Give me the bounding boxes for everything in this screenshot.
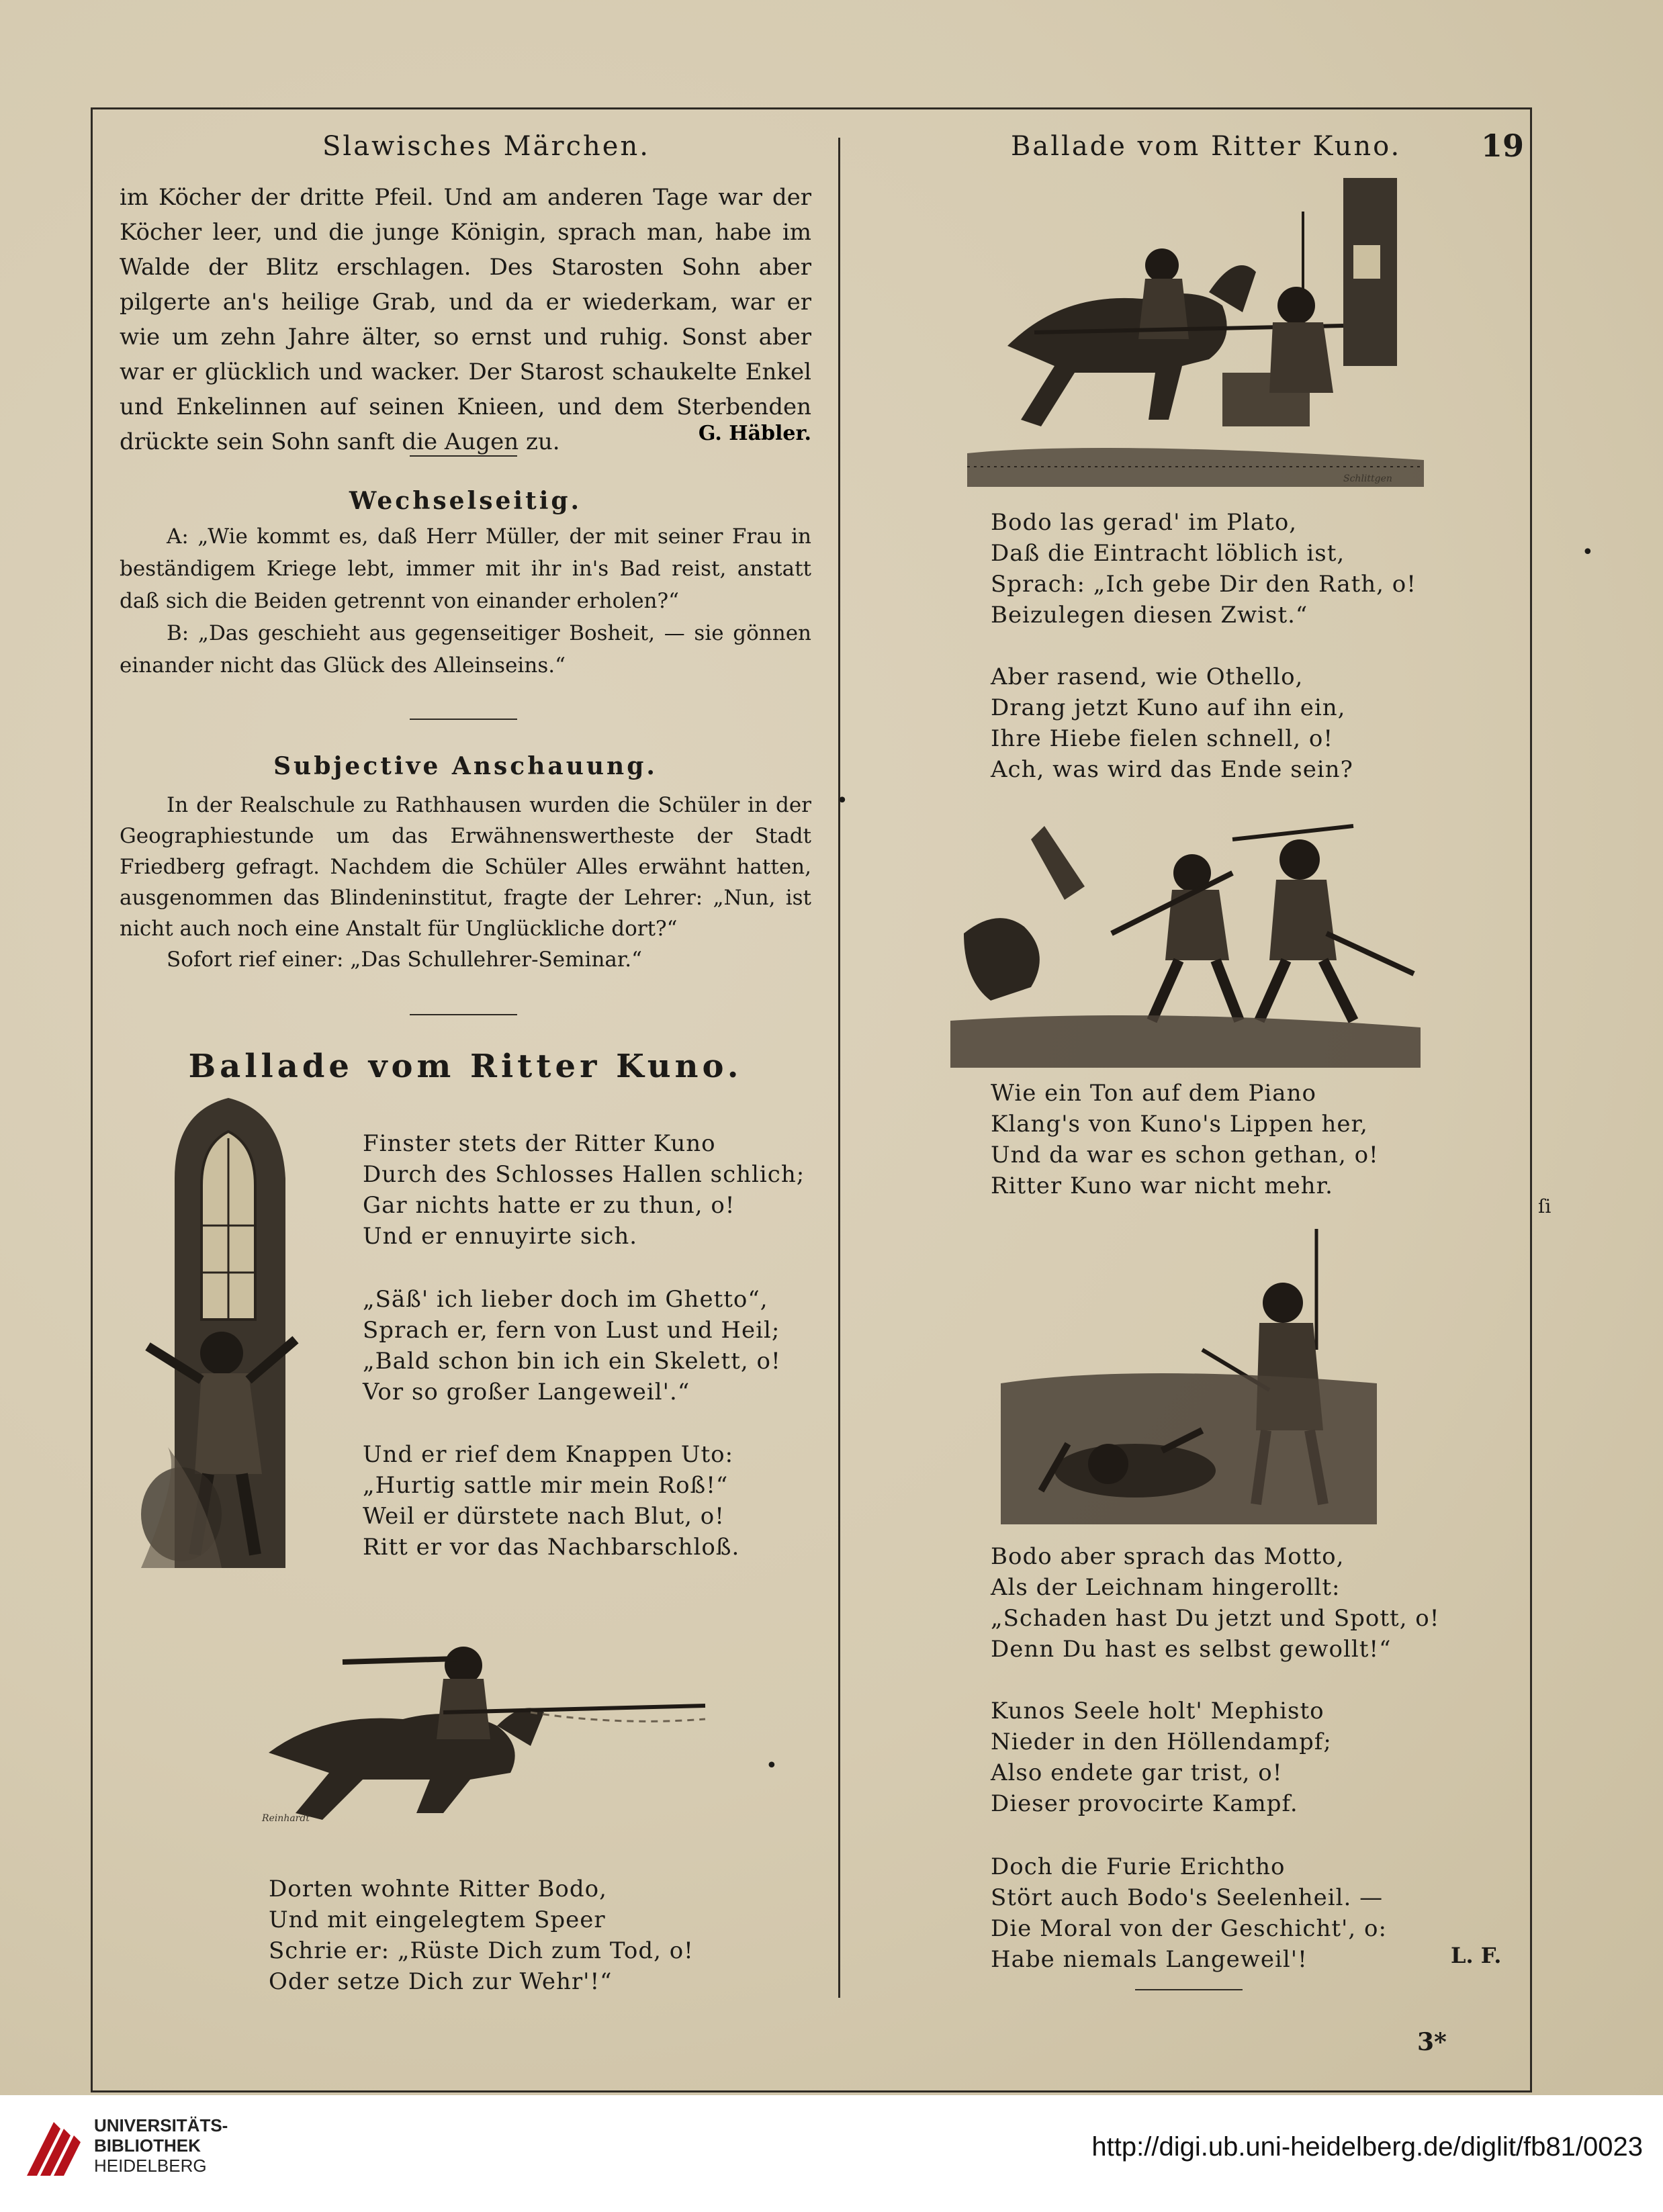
stanza-1	[363, 1128, 805, 1252]
verse-line: Dorten wohnte Ritter Bodo,	[269, 1876, 607, 1902]
verse-line: Und er ennuyirte sich.	[363, 1223, 638, 1250]
maerchen-ending	[120, 180, 811, 459]
stanza-10	[991, 1851, 1387, 1975]
library-logo-icon[interactable]	[20, 2109, 87, 2189]
dialog-b: B: „Das geschieht aus gegenseitiger Bosheit, — sie gönnen einander nicht das Glück des Alleinseins.“	[120, 621, 811, 678]
verse-line: Vor so großer Langeweil'.“	[363, 1379, 690, 1405]
verse-line: Denn Du hast es selbst gewollt!“	[991, 1636, 1392, 1663]
verse-line: „Bald schon bin ich ein Skelett, o!	[363, 1348, 781, 1375]
verse-line: Dieser provocirte Kampf.	[991, 1790, 1298, 1817]
verse-line: Ach, was wird das Ende sein?	[991, 756, 1353, 783]
stanza-7	[991, 1078, 1379, 1201]
verse-line: Also endete gar trist, o!	[991, 1759, 1283, 1786]
anschauung-title: Subjective Anschauung.	[273, 752, 658, 780]
illustrator-signature: Schlittgen	[1343, 473, 1392, 484]
stanza-9	[991, 1696, 1332, 1819]
verse-line: Sprach er, fern von Lust und Heil;	[363, 1317, 780, 1344]
verse-line: „Hurtig sattle mir mein Roß!“	[363, 1472, 729, 1499]
verse-line: Sprach: „Ich gebe Dir den Rath, o!	[991, 571, 1417, 598]
stanza-8	[991, 1541, 1439, 1665]
verse-line: Aber rasend, wie Othello,	[991, 663, 1304, 690]
library-name-line: HEIDELBERG	[94, 2156, 207, 2176]
stanza-4	[269, 1874, 694, 1997]
stray-mark: •	[836, 789, 848, 813]
verse-line: „Säß' ich lieber doch im Ghetto“,	[363, 1286, 768, 1313]
verse-line: Bodo aber sprach das Motto,	[991, 1543, 1345, 1570]
illustrator-signature: Reinhardt	[262, 1813, 310, 1824]
anschauung-punchline: Sofort rief einer: „Das Schullehrer-Seminar.“	[167, 948, 643, 972]
verse-line: Drang jetzt Kuno auf ihn ein,	[991, 694, 1346, 721]
illustration-bodo-victory	[1001, 1229, 1377, 1538]
ballade-title: Ballade vom Ritter Kuno.	[188, 1048, 743, 1085]
verse-line: Die Moral von der Geschicht', o:	[991, 1915, 1387, 1942]
stanza-6	[991, 661, 1353, 785]
wechselseitig-title: Wechselseitig.	[349, 487, 582, 515]
verse-line: Schrie er: „Rüste Dich zum Tod, o!	[269, 1937, 694, 1964]
verse-line: Ritt er vor das Nachbarschloß.	[363, 1534, 740, 1561]
separator-rule	[410, 719, 517, 720]
verse-line: Doch die Furie Erichtho	[991, 1853, 1286, 1880]
verse-line: Oder setze Dich zur Wehr'!“	[269, 1968, 613, 1995]
verse-line: Daß die Eintracht löblich ist,	[991, 540, 1345, 567]
illustration-sword-fight	[950, 799, 1421, 1068]
left-running-head: Slawisches Märchen.	[322, 131, 650, 162]
stanza-2	[363, 1284, 781, 1408]
separator-rule	[410, 455, 517, 457]
verse-line: Ihre Hiebe fielen schnell, o!	[991, 725, 1334, 752]
source-url-link[interactable]: http://digi.ub.uni-heidelberg.de/diglit/fb81/0023	[1091, 2132, 1643, 2162]
verse-line: Klang's von Kuno's Lippen her,	[991, 1111, 1368, 1138]
library-name-line: BIBLIOTHEK	[94, 2135, 201, 2156]
verse-line: Finster stets der Ritter Kuno	[363, 1130, 716, 1157]
verse-line: Bodo las gerad' im Plato,	[991, 509, 1298, 536]
illustration-joust-at-tower	[967, 171, 1424, 487]
page-number: 19	[1481, 128, 1525, 164]
verse-line: Wie ein Ton auf dem Piano	[991, 1080, 1316, 1107]
verse-line: Nieder in den Höllendampf;	[991, 1729, 1332, 1755]
library-footer	[0, 2095, 1663, 2212]
illustration-kuno-window	[128, 1098, 369, 1581]
verse-line: Und er rief dem Knappen Uto:	[363, 1441, 734, 1468]
verse-line: „Schaden hast Du jetzt und Spott, o!	[991, 1605, 1440, 1632]
signature-mark: 3*	[1417, 2028, 1447, 2056]
verse-line: Stört auch Bodo's Seelenheil. —	[991, 1884, 1384, 1911]
anschauung-section	[120, 752, 811, 975]
stray-mark: •	[1582, 541, 1594, 564]
verse-line: Kunos Seele holt' Mephisto	[991, 1698, 1324, 1724]
stray-mark: •	[766, 1754, 778, 1778]
verse-line: Habe niemals Langeweil'!	[991, 1946, 1308, 1973]
separator-rule	[410, 1014, 517, 1015]
ballade-signature: L. F.	[1451, 1943, 1502, 1968]
library-name-line: UNIVERSITÄTS-	[94, 2115, 228, 2135]
separator-rule	[1135, 1989, 1243, 1990]
verse-line: Und mit eingelegtem Speer	[269, 1906, 606, 1933]
column-divider	[838, 138, 840, 1998]
maerchen-text: im Köcher der dritte Pfeil. Und am anderen Tage war der Köcher leer, und die junge Königin, sprach man, habe im Walde der Blitz erschlagen. Des Starosten Sohn aber pilgerte an's heilige Grab, und da er wiederkam, war er wie um zehn Jahre älter, so ernst und ruhig. Sonst aber war er glücklich und wacker. Der Starost schaukelte Enkel und Enkelinnen auf seinen Knieen, und dem Sterbenden drückte sein Sohn sanft die Augen zu.	[120, 184, 811, 455]
verse-line: Beizulegen diesen Zwist.“	[991, 602, 1308, 629]
verse-line: Gar nichts hatte er zu thun, o!	[363, 1192, 735, 1219]
verse-line: Ritter Kuno war nicht mehr.	[991, 1172, 1333, 1199]
verse-line: Und da war es schon gethan, o!	[991, 1142, 1379, 1168]
illustration-kuno-charging	[242, 1612, 725, 1833]
wechselseitig-section	[120, 487, 811, 682]
verse-line: Durch des Schlosses Hallen schlich;	[363, 1161, 805, 1188]
dialog-a: A: „Wie kommt es, daß Herr Müller, der mit seiner Frau in beständigem Kriege lebt, immer mit ihr in's Bad reist, anstatt daß sich die Beiden getrennt von einander erholen?“	[120, 524, 811, 613]
stanza-3	[363, 1439, 739, 1563]
stray-mark: ſi	[1538, 1195, 1552, 1217]
stanza-5	[991, 507, 1417, 631]
maerchen-signature: G. Häbler.	[698, 422, 811, 445]
anschauung-paragraph: In der Realschule zu Rathhausen wurden die Schüler in der Geographiestunde um das Erwähnenswertheste der Stadt Friedberg gefragt. Nachdem die Schüler Alles erwähnt hatten, ausgenommen das Blindeninstitut, fragte der Lehrer: „Nun, ist nicht auch noch eine Anstalt für Unglückliche dort?“	[120, 793, 811, 941]
right-running-head: Ballade vom Ritter Kuno.	[1011, 131, 1402, 162]
library-name	[94, 2115, 228, 2176]
verse-line: Weil er dürstete nach Blut, o!	[363, 1503, 725, 1530]
verse-line: Als der Leichnam hingerollt:	[991, 1574, 1341, 1601]
